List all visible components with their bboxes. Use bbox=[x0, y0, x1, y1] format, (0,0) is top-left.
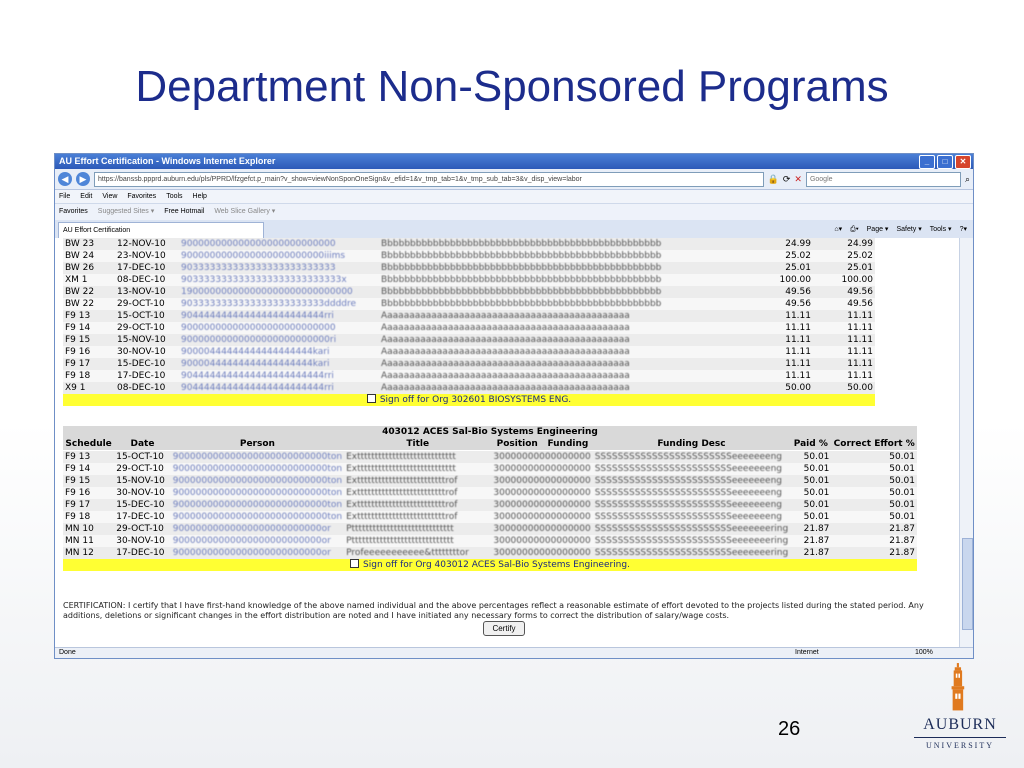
schedule-cell: XM 1 bbox=[65, 275, 88, 285]
person-link[interactable]: 90000000000000000000000000or bbox=[172, 536, 331, 546]
org2-table bbox=[63, 426, 917, 571]
menu-tools[interactable]: Tools bbox=[166, 193, 183, 200]
free-hotmail-link[interactable]: Free Hotmail bbox=[164, 208, 205, 215]
date-cell: 29-OCT-10 bbox=[116, 524, 164, 534]
date-cell: 15-NOV-10 bbox=[116, 476, 165, 486]
tab-au-effort-certification[interactable]: AU Effort Certification bbox=[58, 222, 264, 239]
funding-desc-cell: SSSSSSSSSSSSSSSSSSSSSSSSeeeeeeering bbox=[594, 524, 789, 534]
menu-view[interactable]: View bbox=[102, 193, 118, 200]
title-cell: Bbbbbbbbbbbbbbbbbbbbbbbbbbbbbbbbbbbbbbbbbbbbbbbbb bbox=[381, 275, 662, 285]
correct-effort-cell[interactable]: 50.01 bbox=[889, 452, 915, 462]
title-cell: Extttttttttttttttttttttttttrof bbox=[346, 500, 458, 510]
correct-effort-cell[interactable]: 49.56 bbox=[847, 287, 873, 297]
table-row bbox=[63, 274, 875, 286]
person-link[interactable]: 190000000000000000000000000000 bbox=[181, 287, 353, 297]
search-input[interactable]: Google bbox=[806, 172, 961, 187]
schedule-cell: F9 14 bbox=[65, 323, 91, 333]
paid-cell: 11.11 bbox=[785, 323, 811, 333]
title-cell: Aaaaaaaaaaaaaaaaaaaaaaaaaaaaaaaaaaaaaaaaaaaaa bbox=[381, 335, 630, 345]
schedule-cell: F9 17 bbox=[65, 359, 91, 369]
command-bar bbox=[834, 222, 967, 237]
table-row bbox=[63, 322, 875, 334]
col-date: Date bbox=[114, 438, 171, 451]
table-row bbox=[63, 547, 917, 559]
col-position: Position bbox=[491, 438, 543, 451]
title-cell: Aaaaaaaaaaaaaaaaaaaaaaaaaaaaaaaaaaaaaaaaaaaaa bbox=[381, 383, 630, 393]
paid-cell: 49.56 bbox=[785, 287, 811, 297]
correct-effort-cell[interactable]: 50.01 bbox=[889, 500, 915, 510]
schedule-cell: F9 18 bbox=[65, 512, 91, 522]
browser-window bbox=[54, 153, 974, 659]
paid-cell: 25.02 bbox=[785, 251, 811, 261]
col-correct-effort: Correct Effort % bbox=[831, 438, 917, 451]
col-schedule: Schedule bbox=[63, 438, 114, 451]
correct-effort-cell[interactable]: 50.01 bbox=[889, 488, 915, 498]
paid-cell: 50.01 bbox=[803, 512, 830, 522]
table-row bbox=[63, 487, 917, 499]
logo-divider bbox=[914, 737, 1006, 738]
correct-effort-cell[interactable]: 49.56 bbox=[847, 299, 873, 309]
person-link[interactable]: 900000000000000000000000000ton bbox=[172, 488, 343, 498]
status-bar bbox=[55, 647, 973, 658]
zoom-level[interactable]: 100% bbox=[915, 649, 933, 656]
title-cell: Profeeeeeeeeeee&ttttttttor bbox=[346, 548, 469, 558]
funding-desc-cell: SSSSSSSSSSSSSSSSSSSSSSSSeeeeeeeng bbox=[594, 452, 783, 462]
maximize-button[interactable]: □ bbox=[937, 155, 953, 169]
title-cell: Aaaaaaaaaaaaaaaaaaaaaaaaaaaaaaaaaaaaaaaaaaaaa bbox=[381, 359, 630, 369]
date-cell: 17-DEC-10 bbox=[117, 263, 166, 273]
person-link[interactable]: 9044444444444444444444444rri bbox=[181, 383, 334, 393]
col-person: Person bbox=[171, 438, 344, 451]
person-link[interactable]: 90000000000000000000000000or bbox=[172, 524, 331, 534]
correct-effort-cell[interactable]: 21.87 bbox=[889, 524, 915, 534]
table-row bbox=[63, 250, 875, 262]
schedule-cell: MN 12 bbox=[65, 548, 94, 558]
correct-effort-cell[interactable]: 50.01 bbox=[889, 512, 915, 522]
date-cell: 15-DEC-10 bbox=[116, 500, 165, 510]
paid-cell: 11.11 bbox=[785, 371, 811, 381]
paid-cell: 50.00 bbox=[785, 383, 811, 393]
title-cell: Extttttttttttttttttttttttttrof bbox=[346, 488, 458, 498]
schedule-cell: F9 18 bbox=[65, 371, 91, 381]
schedule-cell: MN 11 bbox=[65, 536, 94, 546]
schedule-cell: F9 13 bbox=[65, 311, 91, 321]
date-cell: 23-NOV-10 bbox=[117, 251, 166, 261]
print-icon[interactable]: ⎙▾ bbox=[850, 226, 859, 233]
person-link[interactable]: 90000000000000000000000000ri bbox=[181, 335, 337, 345]
funding-desc-cell: SSSSSSSSSSSSSSSSSSSSSSSSeeeeeeeng bbox=[594, 512, 783, 522]
correct-effort-cell[interactable]: 50.01 bbox=[889, 464, 915, 474]
funding-desc-cell: SSSSSSSSSSSSSSSSSSSSSSSSeeeeeeeng bbox=[594, 488, 783, 498]
paid-cell: 11.11 bbox=[785, 347, 811, 357]
zone-label: Internet bbox=[795, 649, 819, 656]
table-row bbox=[63, 334, 875, 346]
correct-effort-cell[interactable]: 11.11 bbox=[847, 371, 873, 381]
funding-desc-cell: SSSSSSSSSSSSSSSSSSSSSSSSeeeeeeeng bbox=[594, 464, 783, 474]
person-link[interactable]: 900000000000000000000000000ton bbox=[172, 500, 343, 510]
person-link[interactable]: 9000000000000000000000000iiims bbox=[181, 251, 346, 261]
position-cell: 30000000000000000 bbox=[493, 524, 591, 534]
safety-menu[interactable]: Safety ▾ bbox=[896, 226, 922, 233]
person-link[interactable]: 9044444444444444444444444rri bbox=[181, 371, 334, 381]
menu-help[interactable]: Help bbox=[192, 193, 207, 200]
date-cell: 15-OCT-10 bbox=[116, 452, 164, 462]
person-link[interactable]: 90000444444444444444444kari bbox=[181, 359, 330, 369]
correct-effort-cell[interactable]: 24.99 bbox=[847, 239, 873, 249]
correct-effort-cell[interactable]: 25.01 bbox=[847, 263, 873, 273]
schedule-cell: F9 16 bbox=[65, 488, 91, 498]
paid-cell: 11.11 bbox=[785, 359, 811, 369]
paid-cell: 100.00 bbox=[779, 275, 811, 285]
title-cell: Pttttttttttttttttttttttttttttt bbox=[346, 536, 454, 546]
schedule-cell: F9 17 bbox=[65, 500, 91, 510]
table-row bbox=[63, 298, 875, 310]
title-cell: Aaaaaaaaaaaaaaaaaaaaaaaaaaaaaaaaaaaaaaaaaaaaa bbox=[381, 371, 630, 381]
org2-signoff[interactable]: Sign off for Org 403012 ACES Sal-Bio Systems Engineering. bbox=[63, 559, 917, 571]
auburn-logo-icon bbox=[910, 662, 1010, 712]
position-cell: 30000000000000000 bbox=[493, 548, 591, 558]
schedule-cell: BW 24 bbox=[65, 251, 95, 261]
table-row bbox=[63, 370, 875, 382]
date-cell: 29-OCT-10 bbox=[116, 464, 164, 474]
paid-cell: 11.11 bbox=[785, 335, 811, 345]
correct-effort-cell[interactable]: 11.11 bbox=[847, 347, 873, 357]
funding-desc-cell: SSSSSSSSSSSSSSSSSSSSSSSSeeeeeeeng bbox=[594, 476, 783, 486]
slide-title: Department Non-Sponsored Programs bbox=[135, 62, 889, 111]
table-row bbox=[63, 310, 875, 322]
schedule-cell: F9 16 bbox=[65, 347, 91, 357]
person-link[interactable]: 900000000000000000000000000ton bbox=[172, 452, 343, 462]
signoff-checkbox[interactable] bbox=[367, 394, 376, 403]
correct-effort-cell[interactable]: 11.11 bbox=[847, 311, 873, 321]
person-link[interactable]: 900000000000000000000000000ton bbox=[172, 476, 343, 486]
tools-menu[interactable]: Tools ▾ bbox=[929, 226, 952, 233]
lock-icon: 🔒 bbox=[767, 173, 779, 184]
correct-effort-cell[interactable]: 50.00 bbox=[847, 383, 873, 393]
date-cell: 13-NOV-10 bbox=[117, 287, 166, 297]
menu-file[interactable]: File bbox=[59, 193, 71, 200]
position-cell: 30000000000000000 bbox=[493, 488, 591, 498]
position-cell: 30000000000000000 bbox=[493, 464, 591, 474]
schedule-cell: BW 22 bbox=[65, 287, 95, 297]
position-cell: 30000000000000000 bbox=[493, 452, 591, 462]
correct-effort-cell[interactable]: 21.87 bbox=[889, 536, 915, 546]
paid-cell: 11.11 bbox=[785, 311, 811, 321]
position-cell: 30000000000000000 bbox=[493, 500, 591, 510]
close-button[interactable]: ✕ bbox=[955, 155, 971, 169]
table-row bbox=[63, 382, 875, 394]
table-row bbox=[63, 499, 917, 511]
logo-wordmark: AUBURN bbox=[923, 716, 997, 733]
schedule-cell: BW 23 bbox=[65, 239, 95, 249]
funding-desc-cell: SSSSSSSSSSSSSSSSSSSSSSSSeeeeeeeng bbox=[594, 500, 783, 510]
person-link[interactable]: 9033333333333333333333333ddddre bbox=[181, 299, 357, 309]
page-content bbox=[55, 238, 959, 648]
menu-edit[interactable]: Edit bbox=[80, 193, 93, 200]
table-row bbox=[63, 238, 875, 250]
title-cell: Aaaaaaaaaaaaaaaaaaaaaaaaaaaaaaaaaaaaaaaaaaaaa bbox=[381, 347, 630, 357]
refresh-icon[interactable]: ⟳ bbox=[782, 173, 791, 184]
paid-cell: 21.87 bbox=[803, 536, 830, 546]
schedule-cell: F9 14 bbox=[65, 464, 91, 474]
web-slice-gallery-link[interactable]: Web Slice Gallery ▾ bbox=[214, 208, 276, 215]
tab-bar bbox=[55, 220, 973, 239]
favorites-bar bbox=[55, 203, 973, 220]
minimize-button[interactable]: _ bbox=[919, 155, 935, 169]
table-row bbox=[63, 262, 875, 274]
col-funding: Funding bbox=[543, 438, 593, 451]
table-row bbox=[63, 535, 917, 547]
paid-cell: 24.99 bbox=[785, 239, 811, 249]
funding-desc-cell: SSSSSSSSSSSSSSSSSSSSSSSSeeeeeeering bbox=[594, 548, 789, 558]
paid-cell: 50.01 bbox=[803, 464, 830, 474]
window-titlebar bbox=[55, 154, 973, 169]
title-cell: Bbbbbbbbbbbbbbbbbbbbbbbbbbbbbbbbbbbbbbbbbbbbbbbbb bbox=[381, 299, 662, 309]
position-cell: 30000000000000000 bbox=[493, 536, 591, 546]
schedule-cell: F9 13 bbox=[65, 452, 91, 462]
date-cell: 08-DEC-10 bbox=[117, 383, 166, 393]
date-cell: 15-OCT-10 bbox=[117, 311, 165, 321]
url-input[interactable]: https://banssb.ppprd.auburn.edu/pls/PPRD/lfzgefct.p_main?v_show=viewNonSponOneSign&v_efid=1&v_tmp_tab=1&v_tmp_sub_tab=3&v_disp_view=labor bbox=[94, 172, 764, 187]
page-number: 26 bbox=[778, 718, 801, 740]
correct-effort-cell[interactable]: 100.00 bbox=[841, 275, 873, 285]
table-row bbox=[63, 511, 917, 523]
table-row bbox=[63, 286, 875, 298]
paid-cell: 21.87 bbox=[803, 524, 830, 534]
person-link[interactable]: 9033333333333333333333333333x bbox=[181, 275, 347, 285]
date-cell: 29-OCT-10 bbox=[117, 299, 165, 309]
correct-effort-cell[interactable]: 11.11 bbox=[847, 323, 873, 333]
table-row bbox=[63, 451, 917, 464]
stop-icon[interactable]: ✕ bbox=[794, 173, 802, 184]
logo-subtitle: UNIVERSITY bbox=[926, 741, 994, 750]
vertical-scrollbar[interactable] bbox=[959, 238, 974, 648]
title-cell: Bbbbbbbbbbbbbbbbbbbbbbbbbbbbbbbbbbbbbbbbbbbbbbbbb bbox=[381, 239, 662, 249]
correct-effort-cell[interactable]: 50.01 bbox=[889, 476, 915, 486]
title-cell: Aaaaaaaaaaaaaaaaaaaaaaaaaaaaaaaaaaaaaaaaaaaaa bbox=[381, 323, 630, 333]
person-link[interactable]: 900000000000000000000000000 bbox=[181, 239, 336, 249]
schedule-cell: F9 15 bbox=[65, 335, 91, 345]
correct-effort-cell[interactable]: 25.02 bbox=[847, 251, 873, 261]
date-cell: 15-DEC-10 bbox=[117, 359, 166, 369]
person-link[interactable]: 900000000000000000000000000ton bbox=[172, 512, 343, 522]
title-cell: Extttttttttttttttttttttttttrof bbox=[346, 476, 458, 486]
correct-effort-cell[interactable]: 21.87 bbox=[889, 548, 915, 558]
table-row bbox=[63, 346, 875, 358]
schedule-cell: MN 10 bbox=[65, 524, 94, 534]
position-cell: 30000000000000000 bbox=[493, 512, 591, 522]
help-icon[interactable]: ?▾ bbox=[959, 226, 967, 233]
org1-table bbox=[63, 238, 875, 406]
table-row bbox=[63, 463, 917, 475]
date-cell: 29-OCT-10 bbox=[117, 323, 165, 333]
window-title: AU Effort Certification - Windows Internet Explorer bbox=[59, 156, 276, 166]
menu-favorites[interactable]: Favorites bbox=[127, 193, 157, 200]
paid-cell: 21.87 bbox=[803, 548, 830, 558]
signoff-checkbox[interactable] bbox=[350, 559, 359, 568]
scrollbar-thumb[interactable] bbox=[962, 538, 973, 630]
position-cell: 30000000000000000 bbox=[493, 476, 591, 486]
paid-cell: 25.01 bbox=[785, 263, 811, 273]
title-cell: Aaaaaaaaaaaaaaaaaaaaaaaaaaaaaaaaaaaaaaaaaaaaa bbox=[381, 311, 630, 321]
date-cell: 30-NOV-10 bbox=[117, 347, 166, 357]
certify-button[interactable]: Certify bbox=[483, 621, 525, 636]
back-icon[interactable]: ◀ bbox=[58, 172, 72, 186]
col-title: Title bbox=[344, 438, 491, 451]
date-cell: 15-NOV-10 bbox=[117, 335, 166, 345]
date-cell: 17-DEC-10 bbox=[116, 512, 165, 522]
paid-cell: 50.01 bbox=[803, 500, 830, 510]
person-link[interactable]: 9044444444444444444444444rri bbox=[181, 311, 334, 321]
search-icon[interactable]: ⌕ bbox=[964, 173, 970, 184]
table-row bbox=[63, 523, 917, 535]
schedule-cell: X9 1 bbox=[65, 383, 86, 393]
paid-cell: 50.01 bbox=[803, 476, 830, 486]
certification-text: CERTIFICATION: I certify that I have first-hand knowledge of the above named individual and the above percentages reflect a reasonable estimate of effort devoted to the projects listed during the stated period. Any additions, deletions or significant changes in the effort distribution are noted and I have initiated any necessary forms to correct the distribution of salary/wage costs. bbox=[63, 601, 924, 620]
person-link[interactable]: 90000000000000000000000000or bbox=[172, 548, 331, 558]
col-funding-desc: Funding Desc bbox=[593, 438, 791, 451]
title-cell: Extttttttttttttttttttttttttttt bbox=[346, 452, 456, 462]
title-cell: Extttttttttttttttttttttttttrof bbox=[346, 512, 458, 522]
col-paid: Paid % bbox=[790, 438, 831, 451]
forward-icon[interactable]: ▶ bbox=[76, 172, 90, 186]
schedule-cell: F9 15 bbox=[65, 476, 91, 486]
org1-signoff[interactable]: Sign off for Org 302601 BIOSYSTEMS ENG. bbox=[63, 394, 875, 406]
person-link[interactable]: 903333333333333333333333333 bbox=[181, 263, 336, 273]
home-icon[interactable]: ⌂▾ bbox=[834, 226, 843, 233]
menu-bar bbox=[55, 190, 973, 203]
status-text: Done bbox=[59, 649, 76, 656]
title-cell: Extttttttttttttttttttttttttttt bbox=[346, 464, 456, 474]
page-menu[interactable]: Page ▾ bbox=[866, 226, 889, 233]
paid-cell: 50.01 bbox=[803, 452, 830, 462]
date-cell: 17-DEC-10 bbox=[117, 371, 166, 381]
title-cell: Pttttttttttttttttttttttttttttt bbox=[346, 524, 454, 534]
date-cell: 30-NOV-10 bbox=[116, 536, 165, 546]
address-bar bbox=[55, 169, 973, 190]
table-row bbox=[63, 475, 917, 487]
schedule-cell: BW 26 bbox=[65, 263, 95, 273]
date-cell: 12-NOV-10 bbox=[117, 239, 166, 249]
paid-cell: 50.01 bbox=[803, 488, 830, 498]
paid-cell: 49.56 bbox=[785, 299, 811, 309]
suggested-sites-link[interactable]: Suggested Sites ▾ bbox=[97, 208, 155, 215]
date-cell: 30-NOV-10 bbox=[116, 488, 165, 498]
correct-effort-cell[interactable]: 11.11 bbox=[847, 335, 873, 345]
person-link[interactable]: 900000000000000000000000000ton bbox=[172, 464, 343, 474]
favorites-button[interactable]: Favorites bbox=[59, 208, 88, 215]
table-row bbox=[63, 358, 875, 370]
schedule-cell: BW 22 bbox=[65, 299, 95, 309]
date-cell: 17-DEC-10 bbox=[116, 548, 165, 558]
title-cell: Bbbbbbbbbbbbbbbbbbbbbbbbbbbbbbbbbbbbbbbbbbbbbbbbb bbox=[381, 251, 662, 261]
title-cell: Bbbbbbbbbbbbbbbbbbbbbbbbbbbbbbbbbbbbbbbbbbbbbbbbb bbox=[381, 287, 662, 297]
funding-desc-cell: SSSSSSSSSSSSSSSSSSSSSSSSeeeeeeering bbox=[594, 536, 789, 546]
title-cell: Bbbbbbbbbbbbbbbbbbbbbbbbbbbbbbbbbbbbbbbbbbbbbbbbb bbox=[381, 263, 662, 273]
person-link[interactable]: 90000444444444444444444kari bbox=[181, 347, 330, 357]
date-cell: 08-DEC-10 bbox=[117, 275, 166, 285]
correct-effort-cell[interactable]: 11.11 bbox=[847, 359, 873, 369]
person-link[interactable]: 900000000000000000000000000 bbox=[181, 323, 336, 333]
org2-title: 403012 ACES Sal-Bio Systems Engineering bbox=[63, 426, 917, 438]
